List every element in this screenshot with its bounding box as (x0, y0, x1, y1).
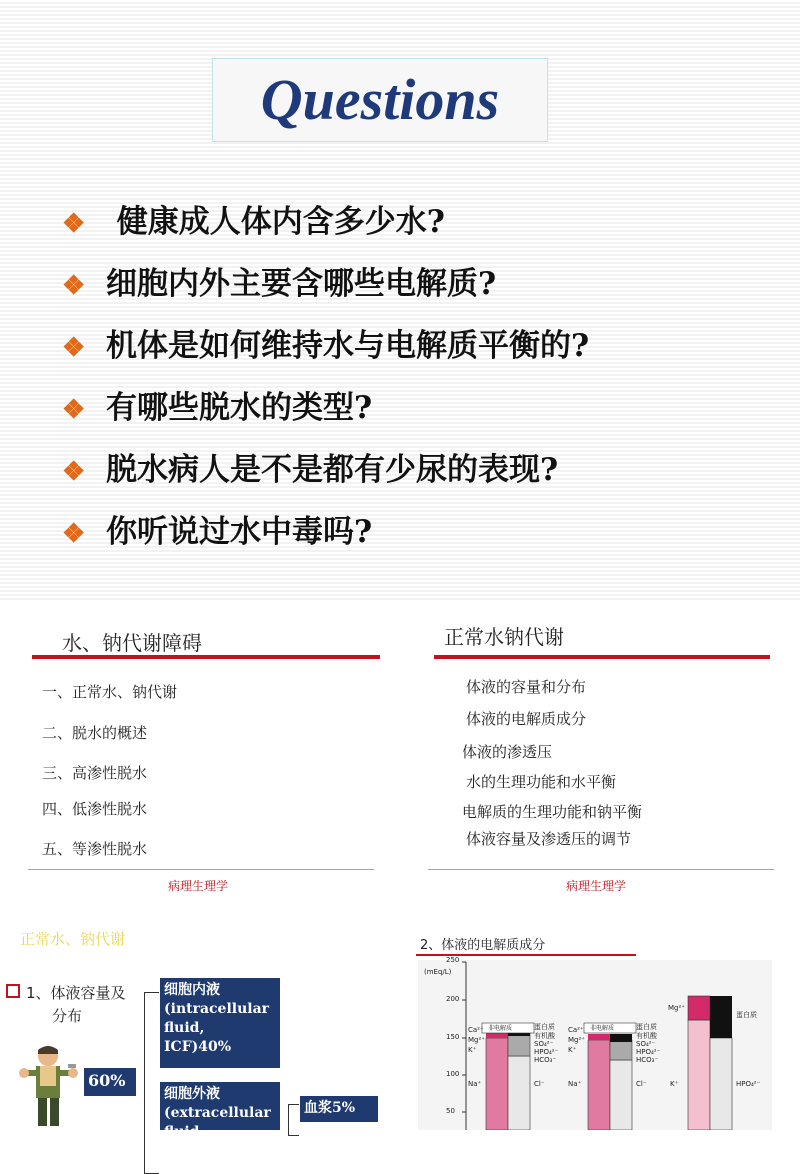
slide-title: 2、体液的电解质成分 (420, 938, 546, 953)
ion-label: Ca²⁺ (568, 1026, 584, 1034)
outline-item: 三、高渗性脱水 (42, 764, 148, 782)
footer-divider (428, 869, 774, 870)
ion-label: K⁺ (468, 1046, 477, 1054)
outline-slide (0, 603, 398, 903)
y-tick: 250 (446, 956, 460, 964)
ion-label: 有机酸 (636, 1032, 657, 1040)
ion-label: Na⁺ (468, 1080, 482, 1088)
topic-item: 体液容量及渗透压的调节 (466, 830, 632, 848)
ion-label: Cl⁻ (636, 1080, 647, 1088)
slide-footer: 病理生理学 (566, 879, 627, 893)
ion-label: Na⁺ (568, 1080, 582, 1088)
diamond-bullet-icon: ❖ (62, 271, 86, 301)
diamond-bullet-icon: ❖ (62, 395, 86, 425)
ion-label: 蛋白质 (534, 1023, 555, 1031)
ion-label: K⁺ (568, 1046, 577, 1054)
ion-label: Cl⁻ (534, 1080, 545, 1088)
body-fluid-slide (0, 906, 398, 1140)
split-bracket (144, 992, 159, 1174)
ion-label: Mg²⁺ (468, 1036, 485, 1044)
chart-unit: (mEq/L) (424, 968, 452, 976)
diamond-bullet-icon: ❖ (62, 333, 86, 363)
y-tick: 100 (446, 1070, 460, 1078)
ion-label: HPO₄²⁻ (636, 1048, 661, 1056)
ion-label: Ca²⁺ (468, 1026, 484, 1034)
question-item: ❖ 脱水病人是不是都有少尿的表现? (62, 452, 559, 488)
ecf-box: 细胞外液 (extracellular fluid (160, 1082, 280, 1130)
topic-item: 体液的渗透压 (462, 743, 553, 761)
section-label-cont: 分布 (52, 1007, 83, 1025)
topic-item: 电解质的生理功能和钠平衡 (462, 803, 643, 821)
ion-label: 蛋白质 (736, 1011, 757, 1019)
ion-label: 非电解质 (590, 1025, 615, 1032)
worker-clipart-icon (18, 1042, 80, 1136)
outline-item: 一、正常水、钠代谢 (42, 683, 178, 701)
ion-label: SO₄²⁻ (534, 1040, 554, 1048)
ion-label: Mg²⁺ (568, 1036, 585, 1044)
ion-label: 非电解质 (488, 1025, 513, 1032)
ion-label: Mg²⁺ (668, 1004, 685, 1012)
total-percent-badge: 60% (84, 1068, 136, 1096)
ion-label: K⁺ (670, 1080, 679, 1088)
plasma-box: 血浆5% (300, 1096, 378, 1122)
y-tick: 200 (446, 995, 460, 1003)
title-underline (32, 655, 380, 659)
outline-item: 四、低渗性脱水 (42, 800, 148, 818)
checkbox-bullet-icon (6, 984, 20, 998)
ecf-bracket (288, 1104, 299, 1136)
ion-label: 有机酸 (534, 1032, 555, 1040)
topic-item: 体液的容量和分布 (466, 678, 587, 696)
y-tick: 50 (446, 1107, 455, 1115)
question-item: ❖ 有哪些脱水的类型? (62, 390, 373, 426)
icf-box: 细胞内液 (intracellular fluid, ICF)40% (160, 978, 280, 1068)
diamond-bullet-icon: ❖ (62, 457, 86, 487)
y-tick: 150 (446, 1033, 460, 1041)
ion-label: HPO₄²⁻ (736, 1080, 761, 1088)
slide-title: 正常水、钠代谢 (20, 930, 126, 948)
ion-label: HPO₄²⁻ (534, 1048, 559, 1056)
slide-footer: 病理生理学 (168, 879, 229, 893)
question-item: ❖ 健康成人体内含多少水? (62, 204, 445, 240)
question-item: ❖ 机体是如何维持水与电解质平衡的? (62, 328, 590, 364)
question-item: ❖ 你听说过水中毒吗? (62, 514, 373, 550)
slide-title: Questions (260, 67, 500, 132)
electrolyte-slide (402, 906, 800, 1130)
diamond-bullet-icon: ❖ (62, 519, 86, 549)
title-box (212, 58, 548, 142)
outline-item: 五、等渗性脱水 (42, 840, 148, 858)
footer-divider (28, 869, 374, 870)
ion-label: SO₄²⁻ (636, 1040, 656, 1048)
section-label: 1、体液容量及 (26, 984, 126, 1002)
topic-item: 水的生理功能和水平衡 (466, 773, 617, 791)
slide-title: 正常水钠代谢 (444, 625, 564, 649)
topic-item: 体液的电解质成分 (466, 710, 587, 728)
title-underline (434, 655, 770, 659)
electrolyte-chart (418, 956, 772, 1130)
ion-label: HCO₃⁻ (636, 1056, 659, 1064)
outline-item: 二、脱水的概述 (42, 724, 148, 742)
diamond-bullet-icon: ❖ (62, 209, 86, 239)
question-item: ❖ 细胞内外主要含哪些电解质? (62, 266, 497, 302)
ion-label: HCO₃⁻ (534, 1056, 557, 1064)
ion-label: 蛋白质 (636, 1023, 657, 1031)
slide-title: 水、钠代谢障碍 (62, 631, 202, 655)
normal-metabolism-slide (402, 603, 800, 903)
